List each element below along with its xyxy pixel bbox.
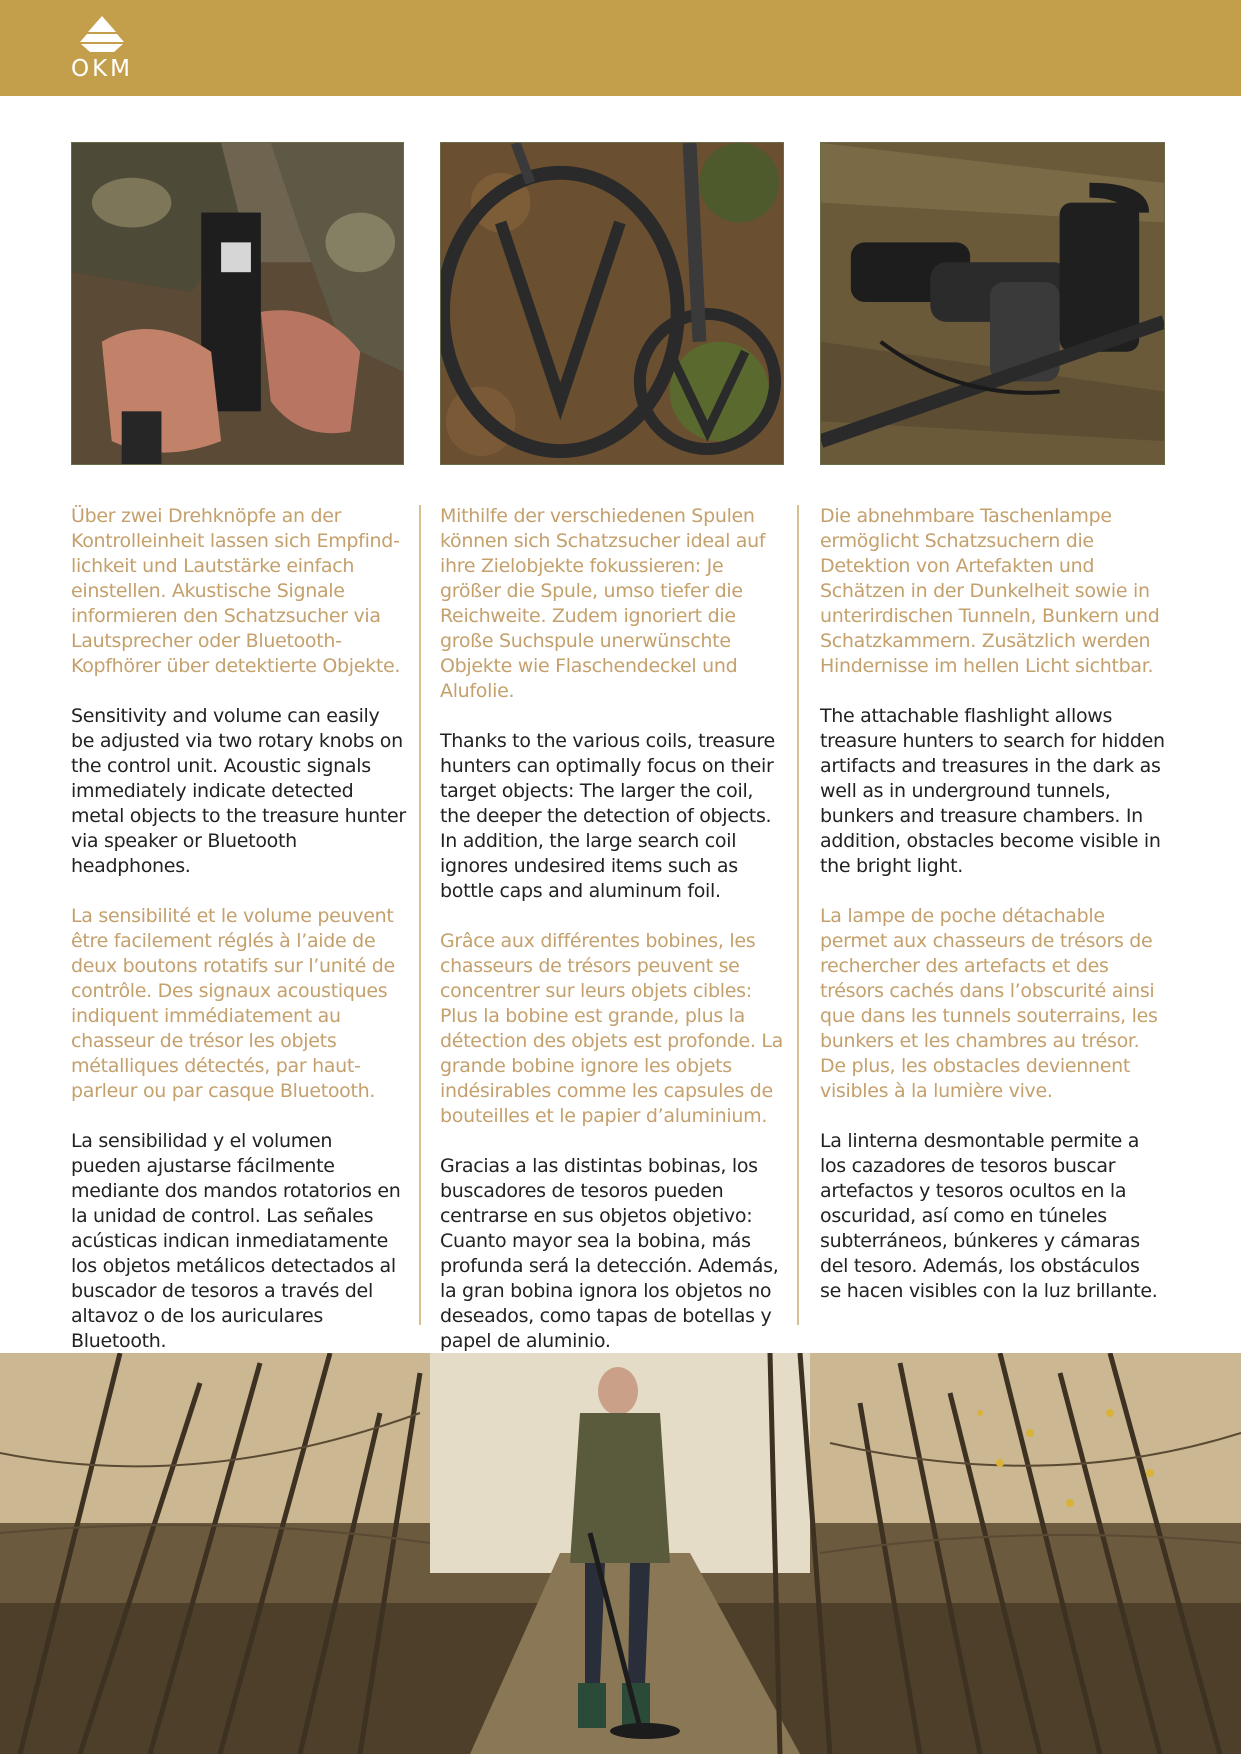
paragraph-spanish: La linterna desmontable permite a los cazadores de tesoros buscar artefactos y tesoros ocultos en la oscuridad, así como en túneles subterráneos, búnkeres y cámaras del tesoro. Además, los obstáculos se hacen visibles con la luz brillante.: [820, 1130, 1158, 1302]
photo-hand-control-unit: [71, 142, 404, 465]
paragraph-spanish: Gracias a las distintas bobinas, los buscadores de tesoros pueden centrarse en sus objetos objetivo: Cuanto mayor sea la bobina, más profunda será la detección. Además, la gran bobina ignora los objetos no deseados, como tapas de botellas y papel de aluminio.: [440, 1155, 779, 1352]
paragraph-english: The attachable flashlight allows treasure hunters to search for hidden artifacts and treasures in the dark as well as in underground tunnels, bunkers and treasure chambers. In addition, obstacles become visible in the bright light.: [820, 705, 1165, 877]
paragraph-french: Grâce aux différentes bobines, les chasseurs de trésors peuvent se concentrer sur leurs objets cibles: Plus la bobine est grande, plus la détection des objets est profonde. La grande bobine ignore les objets indésirables comme les capsules de bouteilles et le papier d’aluminium.: [440, 930, 783, 1127]
paragraph-spanish: La sensibilidad y el volumen pueden ajustarse fácilmente mediante dos mandos rotatorios en la unidad de control. Las señales acústicas indican inmediatamente los objetos metálicos detectados al buscador de tesoros a través del altavoz o de los auriculares Bluetooth.: [71, 1130, 401, 1352]
hand-on-detector-photo-icon: [72, 143, 403, 464]
logo-text: OKM: [70, 56, 134, 82]
header-bar: [0, 0, 1241, 96]
paragraph-german: Über zwei Drehknöpfe an der Kontrolleinheit lassen sich Empfindlichkeit und Lautstärke einfach einstellen. Akustische Signale informieren den Schatzsucher via Lautsprecher oder Bluetooth-Kopfhörer über detektierte Objekte.: [71, 505, 401, 677]
flashlight-detector-photo-icon: [821, 143, 1164, 464]
paragraph-german: Mithilfe der verschiedenen Spulen können sich Schatzsucher ideal auf ihre Zielobjekte fokussieren: Je größer die Spule, umso tiefer die Reichweite. Zudem ignoriert die große Suchspule unerwünschte Objekte wie Flaschendeckel und Alufolie.: [440, 505, 766, 702]
paragraph-english: Thanks to the various coils, treasure hunters can optimally focus on their target objects: The larger the coil, the deeper the detection of objects. In addition, the large search coil ignores undesired items such as bottle caps and aluminum foil.: [440, 730, 775, 902]
column-divider-1: [419, 505, 421, 1325]
search-coils-photo-icon: [441, 143, 783, 464]
photo-flashlight: [820, 142, 1165, 465]
column-divider-2: [797, 505, 799, 1325]
text-column-1: [71, 504, 406, 1379]
photo-treasure-hunter-forest: [0, 1353, 1241, 1754]
paragraph-french: La lampe de poche détachable permet aux chasseurs de trésors de rechercher des artefacts et des trésors cachés dans l’obscurité ainsi que dans les tunnels souterrains, les bunkers et les chambres au trésor. De plus, les obstacles deviennent visibles à la lumière vive.: [820, 905, 1158, 1102]
text-column-3: [820, 504, 1165, 1329]
paragraph-german: Die abnehmbare Taschenlampe ermöglicht Schatzsuchern die Detektion von Artefakten und Schätzen in der Dunkelheit sowie in unterirdischen Tunneln, Bunkern und Schatzkammern. Zusätzlich werden Hindernisse im hellen Licht sichtbar.: [820, 505, 1160, 677]
paragraph-french: La sensibilité et le volume peuvent être facilement réglés à l’aide de deux boutons rotatifs sur l’unité de contrôle. Des signaux acoustiques indiquent immédiatement au chasseur de trésor les objets métalliques détectés, par haut-parleur ou par casque Bluetooth.: [71, 905, 395, 1102]
pyramid-logo-icon: [68, 14, 136, 54]
photo-search-coils: [440, 142, 784, 465]
okm-logo[interactable]: [68, 14, 136, 84]
text-column-2: [440, 504, 785, 1379]
paragraph-english: Sensitivity and volume can easily be adjusted via two rotary knobs on the control unit. Acoustic signals immediately indicate detected metal objects to the treasure hunter via speaker or Bluetooth headphones.: [71, 705, 406, 877]
forest-path-photo-icon: [0, 1353, 1241, 1754]
